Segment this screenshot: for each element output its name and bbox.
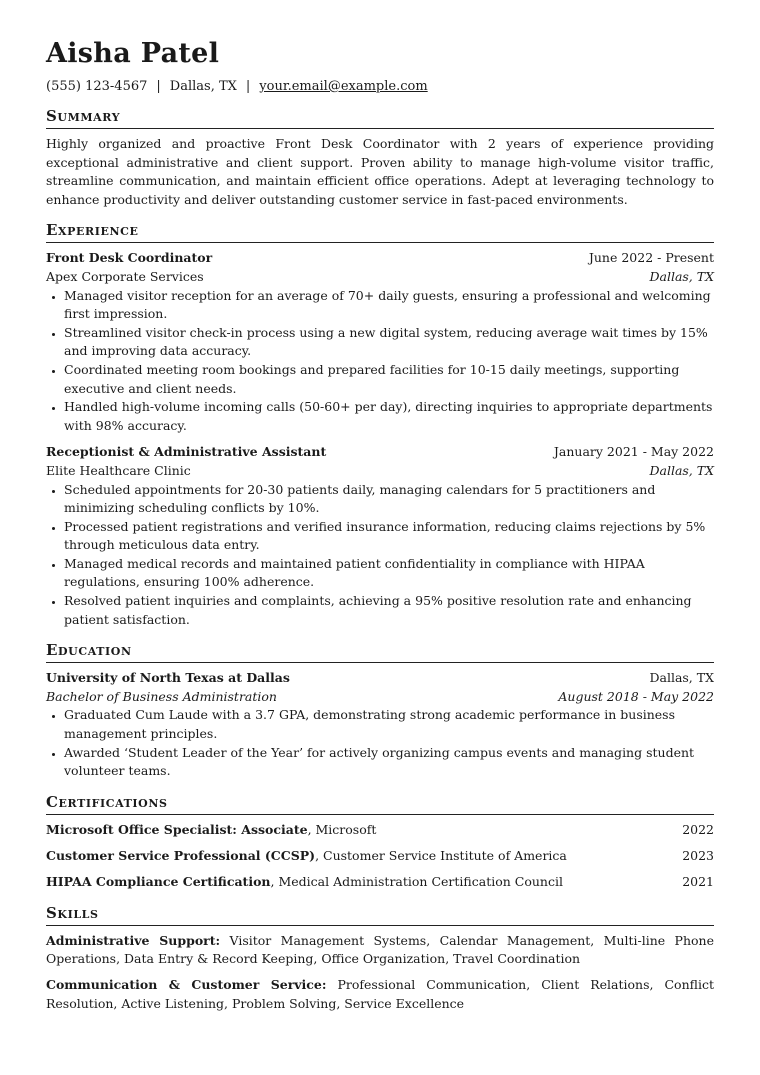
certification-year: 2023 bbox=[682, 847, 714, 863]
summary-section bbox=[46, 107, 714, 209]
certification-item bbox=[46, 873, 714, 892]
certification-year: 2021 bbox=[682, 874, 714, 889]
job-dates: June 2022 - Present bbox=[588, 250, 714, 266]
phone-number: (555) 123-4567 bbox=[46, 79, 148, 94]
summary-text: Highly organized and proactive Front Desk Coordinator with 2 years of experience providing exceptional administrative and client support. Proven ability to manage high-volume visitor traffic, streamline communication, and maintain efficient office operations. Adept at leveraging technology to enhance productivity and deliver outstanding customer service in fast-paced environments. bbox=[46, 136, 714, 207]
certifications-section bbox=[46, 793, 714, 892]
skill-value: Visitor Management Systems, Calendar Management, Multi-line Phone Operations, Data Entry & Record Keeping, Office Organization, Travel Coordination bbox=[46, 932, 714, 967]
certification-item bbox=[46, 821, 714, 840]
bullet-item: • Scheduled appointments for 20-30 patients daily, managing calendars for 5 practitioners and minimizing scheduling conflicts by 10%. bbox=[64, 481, 714, 518]
section-title-skills: Skills bbox=[46, 904, 714, 926]
contact-line bbox=[46, 79, 714, 95]
skill-item bbox=[46, 976, 714, 1013]
certification-name: Customer Service Professional (CCSP) bbox=[46, 847, 316, 863]
job-bullets bbox=[46, 287, 714, 436]
job-bullets bbox=[46, 481, 714, 630]
job-company: Apex Corporate Services bbox=[46, 268, 204, 284]
certification-year: 2022 bbox=[682, 821, 714, 837]
certification-issuer: , Microsoft bbox=[307, 821, 377, 837]
bullet-item: • Handled high-volume incoming calls (50-60+ per day), directing inquiries to appropriate departments with 98% accuracy. bbox=[64, 398, 714, 435]
bullet-item: • Coordinated meeting room bookings and prepared facilities for 10-15 daily meetings, supporting executive and client needs. bbox=[64, 361, 714, 398]
certification-item bbox=[46, 847, 714, 866]
skill-item bbox=[46, 932, 714, 969]
education-entry bbox=[46, 669, 714, 781]
job-role: Front Desk Coordinator bbox=[46, 250, 213, 266]
education-dates: August 2018 - May 2022 bbox=[558, 688, 714, 704]
job-entry bbox=[46, 249, 714, 435]
job-header bbox=[46, 249, 714, 268]
job-location: Dallas, TX bbox=[649, 462, 714, 478]
section-title-experience: Experience bbox=[46, 221, 714, 243]
education-bullets bbox=[46, 706, 714, 780]
separator: | bbox=[156, 79, 161, 94]
location-text: Dallas, TX bbox=[169, 79, 237, 94]
bullet-item: • Graduated Cum Laude with a 3.7 GPA, demonstrating strong academic performance in business management principles. bbox=[64, 706, 714, 743]
job-role: Receptionist & Administrative Assistant bbox=[46, 444, 327, 460]
education-section bbox=[46, 641, 714, 781]
school-name: University of North Texas at Dallas bbox=[46, 670, 290, 686]
job-subheader bbox=[46, 462, 714, 481]
education-header bbox=[46, 669, 714, 688]
job-dates: January 2021 - May 2022 bbox=[553, 444, 714, 460]
bullet-item: • Streamlined visitor check-in process using a new digital system, reducing average wait times by 15% and improving data accuracy. bbox=[64, 324, 714, 361]
certification-name: Microsoft Office Specialist: Associate bbox=[46, 821, 308, 837]
job-header bbox=[46, 443, 714, 462]
bullet-item: • Processed patient registrations and verified insurance information, reducing claims rejections by 5% through meticulous data entry. bbox=[64, 518, 714, 555]
skill-label: Communication & Customer Service: bbox=[46, 977, 327, 993]
certification-name: HIPAA Compliance Certification bbox=[46, 874, 271, 889]
section-title-education: Education bbox=[46, 641, 714, 663]
certification-issuer: , Customer Service Institute of America bbox=[315, 847, 567, 863]
bullet-item: • Awarded ‘Student Leader of the Year’ for actively organizing campus events and managing student volunteer teams. bbox=[64, 744, 714, 781]
skill-label: Administrative Support: bbox=[46, 932, 221, 948]
job-subheader bbox=[46, 268, 714, 287]
bullet-item: • Resolved patient inquiries and complaints, achieving a 95% positive resolution rate and enhancing patient satisfaction. bbox=[64, 592, 714, 629]
email-link[interactable]: your.email@example.com bbox=[259, 79, 428, 94]
education-subheader bbox=[46, 688, 714, 707]
job-location: Dallas, TX bbox=[649, 268, 714, 284]
separator: | bbox=[245, 79, 251, 94]
job-entry bbox=[46, 443, 714, 629]
degree-name: Bachelor of Business Administration bbox=[46, 688, 277, 704]
section-title-summary: Summary bbox=[46, 107, 714, 129]
skill-value: Professional Communication, Client Relations, Conflict Resolution, Active Listening, Problem Solving, Service Excellence bbox=[46, 977, 714, 1011]
job-company: Elite Healthcare Clinic bbox=[46, 462, 191, 478]
bullet-item: • Managed visitor reception for an average of 70+ daily guests, ensuring a professional and welcoming first impression. bbox=[64, 287, 714, 324]
skills-section bbox=[46, 904, 714, 1014]
school-location: Dallas, TX bbox=[649, 670, 714, 686]
section-title-certifications: Certifications bbox=[46, 793, 714, 815]
certification-issuer: , Medical Administration Certification Council bbox=[270, 874, 563, 889]
bullet-item: • Managed medical records and maintained patient confidentiality in compliance with HIPAA regulations, ensuring 100% adherence. bbox=[64, 555, 714, 592]
candidate-name: Aisha Patel bbox=[46, 38, 220, 69]
experience-section bbox=[46, 221, 714, 629]
